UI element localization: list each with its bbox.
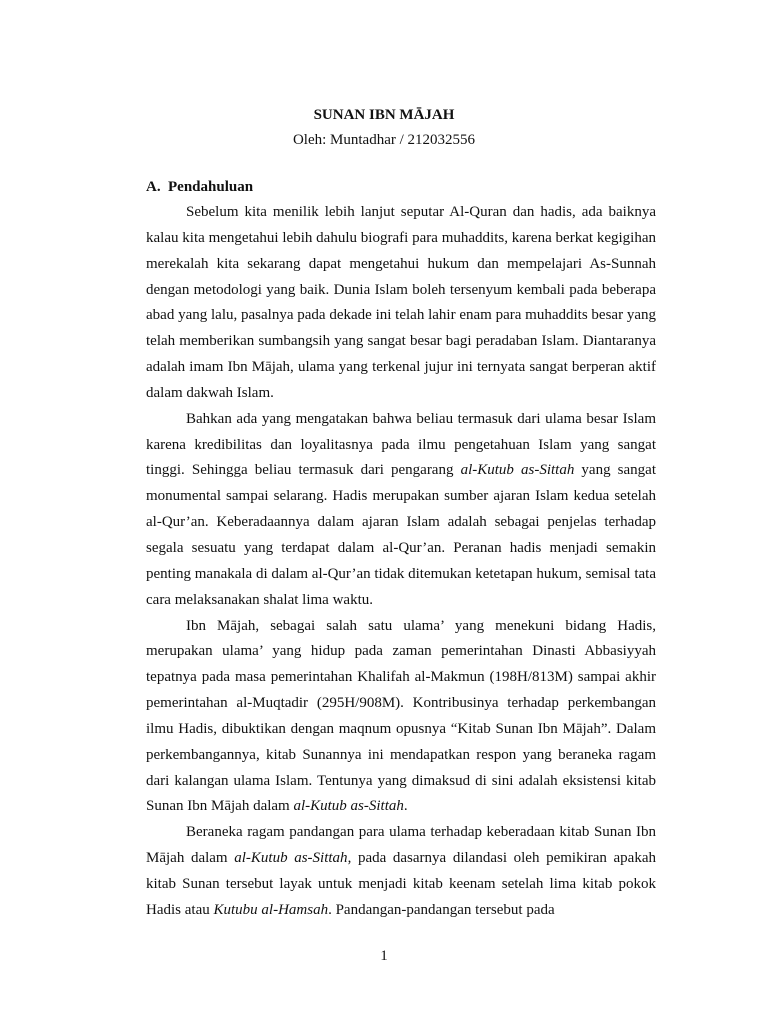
section-number: A.: [146, 179, 161, 195]
text-run: , pada dasarnya dilandasi oleh pemikiran apakah kitab Sunan tersebut layak untuk menjadi kitab keenam setelah lima kitab pokok Hadis atau: [146, 850, 657, 918]
paragraph: [146, 200, 656, 407]
text-run: Bahkan ada yang mengatakan bahwa beliau termasuk dari ulama besar Islam karena kredibilitas dan loyalitasnya pada ilmu pengetahuan Islam yang sangat tinggi. Sehingga beliau termasuk dari pengarang: [146, 410, 656, 479]
text-run: Sebelum kita menilik lebih lanjut seputar Al-Quran dan hadis, ada baiknya kalau kita mengetahui lebih dahulu biografi para muhaddits, karena berkat kegigihan merekalah kita sekarang dapat mengetahui hukum dan mempelajari As-Sunnah dengan metodologi yang baik. Dunia Islam boleh tersenyum kembali pada beberapa abad yang lalu, pasalnya pada dekade ini telah lahir enam para muhaddits besar yang telah memberikan sumbangsih yang sangat besar bagi peradaban Islam. Diantaranya adalah imam Ibn Mājah, ulama yang terkenal jujur ini ternyata sangat berperan aktif dalam dakwah Islam.: [146, 204, 656, 401]
text-run: yang sangat monumental sampai selarang. Hadis merupakan sumber ajaran Islam kedua setelah al-Qur’an. Keberadaannya dalam ajaran Islam adalah sebagai penjelas terhadap segala sesuatu yang terdapat dalam al-Qur’an. Peranan hadis menjadi semakin penting manakala di dalam al-Qur’an tidak ditemukan ketetapan hukum, semisal tata cara melaksanakan shalat lima waktu.: [146, 462, 656, 608]
document-title: SUNAN IBN MĀJAH: [313, 107, 455, 123]
text-run: .: [403, 798, 408, 815]
text-run: Ibn Mājah, sebagai salah satu ulama’ yang menekuni bidang Hadis, merupakan ulama’ yang hidup pada zaman pemerintahan Dinasti Abbasiyyah tepatnya pada masa pemerintahan Khalifah al-Makmun (198H/813M) sampai akhir pemerintahan al-Muqtadir (295H/908M). Kontribusinya terhadap perkembangan ilmu Hadis, dibuktikan dengan maqnum opusnya “Kitab Sunan Ibn Mājah”. Dalam perkembangannya, kitab Sunannya ini mendapatkan respon yang beraneka ragam dari kalangan ulama Islam. Tentunya yang dimaksud di sini adalah eksistensi kitab Sunan Ibn Mājah dalam: [146, 617, 656, 815]
paragraph: [146, 614, 656, 821]
text-run: Beraneka ragam pandangan para ulama terhadap keberadaan kitab Sunan Ibn Mājah dalam: [146, 824, 656, 867]
author-line: Oleh: Muntadhar / 212032556: [292, 132, 476, 148]
paragraph: [146, 407, 656, 614]
text-run: . Pandangan-pandangan tersebut pada: [328, 901, 555, 918]
italic-term: Kutubu al-Hamsah: [213, 901, 329, 918]
paragraph: [146, 820, 656, 923]
body-text: [146, 200, 656, 924]
italic-term: al-Kutub as-Sittah: [460, 462, 575, 479]
section-heading: [146, 179, 253, 195]
page-number: 1: [380, 948, 388, 964]
italic-term: al-Kutub as-Sittah: [234, 850, 348, 867]
italic-term: al-Kutub as-Sittah: [293, 798, 404, 815]
section-title: Pendahuluan: [168, 179, 254, 195]
